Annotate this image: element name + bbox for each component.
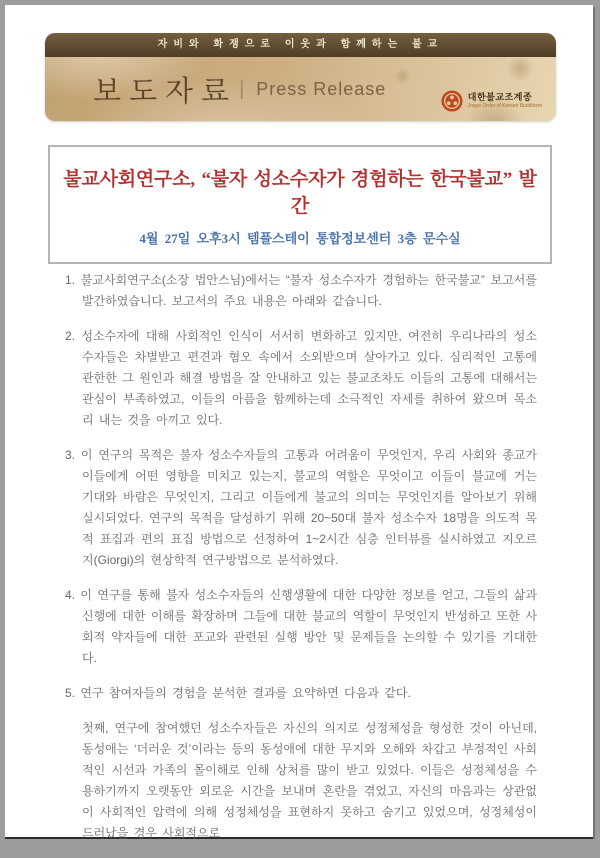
- press-release-body: [65, 270, 537, 858]
- logo-org-name-english: Jogye Order of Korean Buddhism: [467, 103, 542, 109]
- paragraph: 2. 성소수자에 대해 사회적인 인식이 서서히 변화하고 있지만, 여전히 우리나라의 성소수자들은 차별받고 편견과 혐오 속에서 소외받으며 살아가고 있다. 심리적인 고통에 관한한 그 원인과 해결 방법을 잘 안내하고 있는 불교조차도 이들의 고통에 대해서는 관심이 부족하였고, 이들의 아픔을 함께하는데 소극적인 자세를 취하여 왔으며 목소리 내는 것을 아끼고 있다.: [65, 329, 537, 427]
- paragraph: 4. 이 연구를 통해 불자 성소수자들의 신행생활에 대한 다양한 정보를 얻고, 그들의 삶과 신행에 대한 이해를 확장하며 그들에 대한 불교의 역할이 무엇인지 반성하고 또한 사회적 약자들에 대한 포교와 관련된 실행 방안 및 문제들을 논의할 수 있기를 기대한다.: [65, 588, 537, 665]
- logo-text-block: [468, 93, 542, 109]
- banner-main: [45, 57, 556, 121]
- banner-divider: |: [239, 77, 245, 100]
- paragraph: 5. 연구 참여자들의 경험을 분석한 결과를 요약하면 다음과 같다.: [65, 686, 411, 700]
- banner-title-english: Press Release: [256, 78, 387, 99]
- banner-slogan: 자비와 화쟁으로 이웃과 함께하는 불교: [45, 33, 556, 57]
- jogye-emblem-icon: [441, 90, 463, 112]
- headline-subtitle: 4월 27일 오후3시 템플스테이 통합정보센터 3층 문수실: [139, 231, 461, 246]
- headline-box: [48, 145, 552, 264]
- jogye-order-logo: [441, 90, 542, 112]
- document-page: [5, 5, 593, 840]
- logo-org-name-korean: 대한불교조계종: [467, 92, 533, 102]
- press-release-banner: [45, 33, 556, 121]
- paragraph: 1. 불교사회연구소(소장 법안스님)에서는 “불자 성소수자가 경험하는 한국불교” 보고서를 발간하였습니다. 보고서의 주요 내용은 아래와 같습니다.: [65, 273, 537, 308]
- paragraph: 첫째, 연구에 참여했던 성소수자들은 자신의 의지로 성정체성을 형성한 것이 아닌데, 동성애는 ‘더러운 것’이라는 등의 동성애에 대한 무지와 오해와 차갑고 부정적인 사회적인 시선과 가족의 몰이해로 인해 상처를 많이 받고 있었다. 이들은 성정체성을 수용하기까지 오랫동안 외로운 시간을 보내며 혼란을 겪었고, 자신의 마음과는 상관없이 사회적인 압력에 의해 성정체성을 표현하지 못하고 숨기고 있었으며, 성정체성이 드러났을 경우 사회적으로: [82, 721, 537, 840]
- headline-title: 불교사회연구소, “불자 성소수자가 경험하는 한국불교” 발간: [63, 169, 537, 217]
- banner-title-korean: 보도자료: [93, 75, 238, 108]
- paragraph: 3. 이 연구의 목적은 불자 성소수자들의 고통과 어려움이 무엇인지, 우리 사회와 종교가 이들에게 어떤 영향을 미치고 있는지, 불교의 역할은 무엇이고 이들이 불교에 거는 기대와 바람은 무엇인지, 그리고 이들에게 불교의 의미는 무엇인지를 알아보기 위해 실시되었다. 연구의 목적을 달성하기 위해 20~50대 불자 성소수자 18명을 의도적 목적 표집과 편의 표집 방법으로 선정하여 1~2시간 심층 인터뷰를 실시하였고 지오르지(Giorgi)의 현상학적 연구방법으로 분석하였다.: [65, 448, 537, 567]
